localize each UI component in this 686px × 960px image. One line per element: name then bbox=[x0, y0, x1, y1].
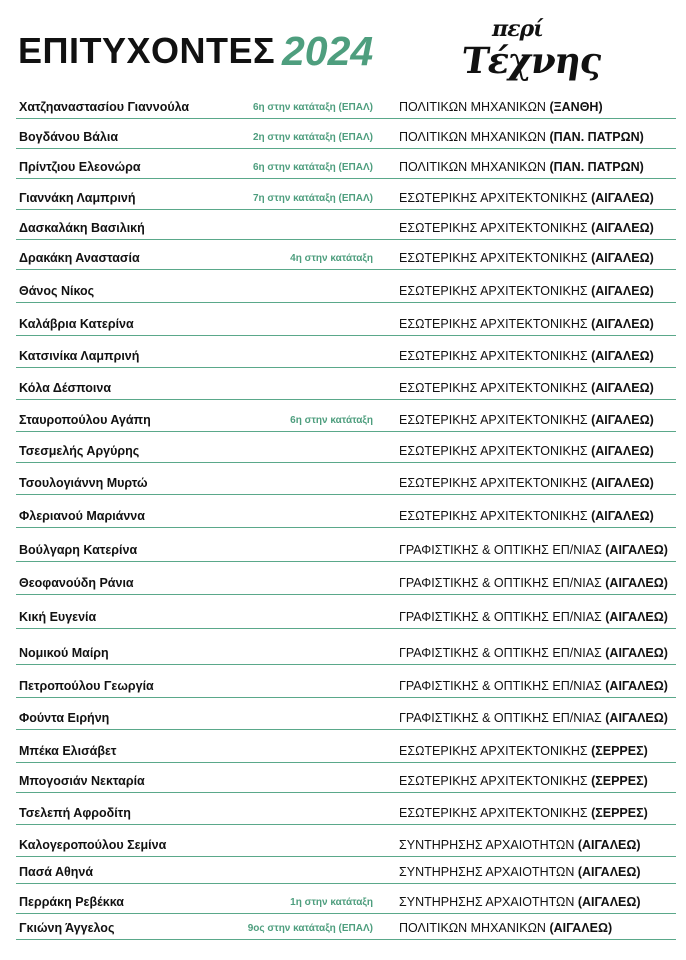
department-city: (ΑΙΓΑΛΕΩ) bbox=[591, 221, 654, 235]
ranking-note: 9ος στην κατάταξη (ΕΠΑΛ) bbox=[247, 923, 373, 934]
row-divider bbox=[16, 913, 676, 914]
row-divider bbox=[16, 335, 676, 336]
department-name: ΓΡΑΦΙΣΤΙΚΗΣ & ΟΠΤΙΚΗΣ ΕΠ/ΝΙΑΣ bbox=[399, 646, 602, 660]
student-name: Καλάβρια Κατερίνα bbox=[19, 317, 134, 331]
student-name: Νομικού Μαίρη bbox=[19, 646, 109, 660]
department bbox=[399, 543, 668, 557]
ranking-note: 6η στην κατάταξη bbox=[290, 415, 373, 426]
student-name: Πρίντζιου Ελεονώρα bbox=[19, 160, 141, 174]
department bbox=[399, 160, 644, 174]
list-item bbox=[0, 608, 686, 628]
student-name: Τσεσμελής Αργύρης bbox=[19, 444, 140, 458]
row-divider bbox=[16, 148, 676, 149]
department bbox=[399, 509, 654, 523]
department-city: (ΑΙΓΑΛΕΩ) bbox=[605, 646, 668, 660]
list-item bbox=[0, 507, 686, 527]
page-year: 2024 bbox=[282, 28, 374, 74]
logo-text-top: περί bbox=[492, 16, 543, 42]
row-divider bbox=[16, 462, 676, 463]
department bbox=[399, 251, 654, 265]
department-city: (ΑΙΓΑΛΕΩ) bbox=[591, 251, 654, 265]
list-item bbox=[0, 219, 686, 239]
student-name: Φούντα Ειρήνη bbox=[19, 711, 110, 725]
student-name: Τσελεπή Αφροδίτη bbox=[19, 806, 131, 820]
student-name: Μπογοσιάν Νεκταρία bbox=[19, 774, 145, 788]
list-item bbox=[0, 128, 686, 148]
row-divider bbox=[16, 792, 676, 793]
department-city: (ΑΙΓΑΛΕΩ) bbox=[577, 895, 641, 909]
student-name: Γκιώνη Άγγελος bbox=[19, 921, 115, 935]
row-divider bbox=[16, 239, 676, 240]
department-city: (ΑΙΓΑΛΕΩ) bbox=[549, 921, 613, 935]
row-divider bbox=[16, 856, 676, 857]
list-item bbox=[0, 98, 686, 118]
ranking-note: 4η στην κατάταξη bbox=[290, 253, 373, 264]
student-name: Δασκαλάκη Βασιλική bbox=[19, 221, 145, 235]
department-city: (ΑΙΓΑΛΕΩ) bbox=[591, 444, 654, 458]
department-name: ΕΣΩΤΕΡΙΚΗΣ ΑΡΧΙΤΕΚΤΟΝΙΚΗΣ bbox=[399, 509, 588, 523]
student-name: Κόλα Δέσποινα bbox=[19, 381, 112, 395]
list-item bbox=[0, 893, 686, 913]
ranking-note: 7η στην κατάταξη (ΕΠΑΛ) bbox=[252, 193, 373, 204]
department-city: (ΑΙΓΑΛΕΩ) bbox=[591, 317, 654, 331]
student-name: Θάνος Νίκος bbox=[19, 284, 95, 298]
department-city: (ΑΙΓΑΛΕΩ) bbox=[605, 679, 668, 693]
list-item bbox=[0, 411, 686, 431]
department-name: ΕΣΩΤΕΡΙΚΗΣ ΑΡΧΙΤΕΚΤΟΝΙΚΗΣ bbox=[399, 349, 588, 363]
department bbox=[399, 646, 668, 660]
department-name: ΣΥΝΤΗΡΗΣΗΣ ΑΡΧΑΙΟΤΗΤΩΝ bbox=[399, 838, 575, 852]
list-item bbox=[0, 772, 686, 792]
department bbox=[399, 349, 654, 363]
student-name: Τσουλογιάννη Μυρτώ bbox=[19, 476, 148, 490]
list-item bbox=[0, 158, 686, 178]
row-divider bbox=[16, 883, 676, 884]
row-divider bbox=[16, 628, 676, 629]
list-item bbox=[0, 677, 686, 697]
department-city: (ΞΑΝΘΗ) bbox=[549, 100, 603, 114]
row-divider bbox=[16, 594, 676, 595]
department-city: (ΑΙΓΑΛΕΩ) bbox=[591, 413, 654, 427]
department-name: ΕΣΩΤΕΡΙΚΗΣ ΑΡΧΙΤΕΚΤΟΝΙΚΗΣ bbox=[399, 744, 588, 758]
department-city: (ΠΑΝ. ΠΑΤΡΩΝ) bbox=[549, 130, 644, 144]
department bbox=[399, 806, 648, 820]
list-item bbox=[0, 836, 686, 856]
list-item bbox=[0, 189, 686, 209]
row-divider bbox=[16, 729, 676, 730]
department bbox=[399, 774, 648, 788]
department bbox=[399, 679, 668, 693]
department bbox=[399, 381, 654, 395]
student-name: Γιαννάκη Λαμπρινή bbox=[19, 191, 136, 205]
department bbox=[399, 130, 644, 144]
department-name: ΠΟΛΙΤΙΚΩΝ ΜΗΧΑΝΙΚΩΝ bbox=[399, 160, 546, 174]
list-item bbox=[0, 249, 686, 269]
department-city: (ΣΕΡΡΕΣ) bbox=[591, 806, 648, 820]
list-item bbox=[0, 442, 686, 462]
department-city: (ΑΙΓΑΛΕΩ) bbox=[577, 838, 641, 852]
ranking-note: 1η στην κατάταξη bbox=[290, 897, 373, 908]
department bbox=[399, 921, 612, 935]
department-city: (ΑΙΓΑΛΕΩ) bbox=[605, 711, 668, 725]
row-divider bbox=[16, 209, 676, 210]
department-name: ΕΣΩΤΕΡΙΚΗΣ ΑΡΧΙΤΕΚΤΟΝΙΚΗΣ bbox=[399, 251, 588, 265]
department bbox=[399, 100, 603, 114]
department-city: (ΣΕΡΡΕΣ) bbox=[591, 744, 648, 758]
student-name: Βούλγαρη Κατερίνα bbox=[19, 543, 138, 557]
list-item bbox=[0, 282, 686, 302]
department-name: ΕΣΩΤΕΡΙΚΗΣ ΑΡΧΙΤΕΚΤΟΝΙΚΗΣ bbox=[399, 317, 588, 331]
row-divider bbox=[16, 302, 676, 303]
logo-text-bottom: Τέχνης bbox=[459, 40, 605, 82]
department-name: ΕΣΩΤΕΡΙΚΗΣ ΑΡΧΙΤΕΚΤΟΝΙΚΗΣ bbox=[399, 476, 588, 490]
list-item bbox=[0, 919, 686, 939]
student-name: Μπέκα Ελισάβετ bbox=[19, 744, 117, 758]
department-name: ΕΣΩΤΕΡΙΚΗΣ ΑΡΧΙΤΕΚΤΟΝΙΚΗΣ bbox=[399, 413, 588, 427]
list-item bbox=[0, 863, 686, 883]
page-title: ΕΠΙΤΥΧΟΝΤΕΣ bbox=[18, 30, 276, 71]
row-divider bbox=[16, 399, 676, 400]
department-name: ΓΡΑΦΙΣΤΙΚΗΣ & ΟΠΤΙΚΗΣ ΕΠ/ΝΙΑΣ bbox=[399, 576, 602, 590]
department-name: ΓΡΑΦΙΣΤΙΚΗΣ & ΟΠΤΙΚΗΣ ΕΠ/ΝΙΑΣ bbox=[399, 679, 602, 693]
department-city: (ΑΙΓΑΛΕΩ) bbox=[605, 543, 668, 557]
department-name: ΕΣΩΤΕΡΙΚΗΣ ΑΡΧΙΤΕΚΤΟΝΙΚΗΣ bbox=[399, 284, 588, 298]
list-item bbox=[0, 742, 686, 762]
department-city: (ΑΙΓΑΛΕΩ) bbox=[591, 509, 654, 523]
student-name: Περράκη Ρεβέκκα bbox=[19, 895, 124, 909]
department-name: ΕΣΩΤΕΡΙΚΗΣ ΑΡΧΙΤΕΚΤΟΝΙΚΗΣ bbox=[399, 221, 588, 235]
student-name: Κική Ευγενία bbox=[19, 610, 97, 624]
department-name: ΕΣΩΤΕΡΙΚΗΣ ΑΡΧΙΤΕΚΤΟΝΙΚΗΣ bbox=[399, 191, 588, 205]
department-name: ΓΡΑΦΙΣΤΙΚΗΣ & ΟΠΤΙΚΗΣ ΕΠ/ΝΙΑΣ bbox=[399, 610, 602, 624]
department-name: ΕΣΩΤΕΡΙΚΗΣ ΑΡΧΙΤΕΚΤΟΝΙΚΗΣ bbox=[399, 444, 588, 458]
department-name: ΣΥΝΤΗΡΗΣΗΣ ΑΡΧΑΙΟΤΗΤΩΝ bbox=[399, 865, 575, 879]
department bbox=[399, 476, 654, 490]
student-name: Δρακάκη Αναστασία bbox=[19, 251, 140, 265]
row-divider bbox=[16, 561, 676, 562]
student-name: Θεοφανούδη Ράνια bbox=[19, 576, 134, 590]
department bbox=[399, 444, 654, 458]
row-divider bbox=[16, 824, 676, 825]
department-name: ΠΟΛΙΤΙΚΩΝ ΜΗΧΑΝΙΚΩΝ bbox=[399, 130, 546, 144]
department-city: (ΑΙΓΑΛΕΩ) bbox=[591, 476, 654, 490]
department-city: (ΣΕΡΡΕΣ) bbox=[591, 774, 648, 788]
student-name: Φλεριανού Μαριάννα bbox=[19, 509, 145, 523]
ranking-note: 2η στην κατάταξη (ΕΠΑΛ) bbox=[252, 132, 373, 143]
department-city: (ΑΙΓΑΛΕΩ) bbox=[591, 381, 654, 395]
department bbox=[399, 576, 668, 590]
student-name: Σταυροπούλου Αγάπη bbox=[19, 413, 151, 427]
student-name: Καλογεροπούλου Σεμίνα bbox=[19, 838, 167, 852]
row-divider bbox=[16, 762, 676, 763]
department bbox=[399, 413, 654, 427]
list-item bbox=[0, 804, 686, 824]
department-name: ΓΡΑΦΙΣΤΙΚΗΣ & ΟΠΤΙΚΗΣ ΕΠ/ΝΙΑΣ bbox=[399, 711, 602, 725]
list-item bbox=[0, 315, 686, 335]
student-name: Πασά Αθηνά bbox=[19, 865, 94, 879]
department bbox=[399, 865, 641, 879]
row-divider bbox=[16, 494, 676, 495]
department bbox=[399, 317, 654, 331]
row-divider bbox=[16, 118, 676, 119]
list-item bbox=[0, 541, 686, 561]
row-divider bbox=[16, 527, 676, 528]
student-name: Πετροπούλου Γεωργία bbox=[19, 679, 154, 693]
department bbox=[399, 744, 648, 758]
department-city: (ΑΙΓΑΛΕΩ) bbox=[591, 191, 654, 205]
student-name: Χατζηαναστασίου Γιαννούλα bbox=[19, 100, 190, 114]
department-name: ΕΣΩΤΕΡΙΚΗΣ ΑΡΧΙΤΕΚΤΟΝΙΚΗΣ bbox=[399, 774, 588, 788]
department-city: (ΑΙΓΑΛΕΩ) bbox=[605, 610, 668, 624]
list-item bbox=[0, 474, 686, 494]
row-divider bbox=[16, 431, 676, 432]
department bbox=[399, 895, 641, 909]
department bbox=[399, 191, 654, 205]
department bbox=[399, 610, 668, 624]
student-name: Βογδάνου Βάλια bbox=[19, 130, 119, 144]
department-city: (ΑΙΓΑΛΕΩ) bbox=[605, 576, 668, 590]
list-item bbox=[0, 709, 686, 729]
ranking-note: 6η στην κατάταξη (ΕΠΑΛ) bbox=[252, 162, 373, 173]
list-item bbox=[0, 379, 686, 399]
student-name: Κατσινίκα Λαμπρινή bbox=[19, 349, 140, 363]
department bbox=[399, 711, 668, 725]
ranking-note: 6η στην κατάταξη (ΕΠΑΛ) bbox=[252, 102, 373, 113]
department-name: ΣΥΝΤΗΡΗΣΗΣ ΑΡΧΑΙΟΤΗΤΩΝ bbox=[399, 895, 575, 909]
department-name: ΕΣΩΤΕΡΙΚΗΣ ΑΡΧΙΤΕΚΤΟΝΙΚΗΣ bbox=[399, 806, 588, 820]
department-name: ΓΡΑΦΙΣΤΙΚΗΣ & ΟΠΤΙΚΗΣ ΕΠ/ΝΙΑΣ bbox=[399, 543, 602, 557]
row-divider bbox=[16, 367, 676, 368]
department-city: (ΑΙΓΑΛΕΩ) bbox=[591, 284, 654, 298]
department bbox=[399, 838, 641, 852]
row-divider bbox=[16, 178, 676, 179]
department-name: ΕΣΩΤΕΡΙΚΗΣ ΑΡΧΙΤΕΚΤΟΝΙΚΗΣ bbox=[399, 381, 588, 395]
list-item bbox=[0, 574, 686, 594]
department bbox=[399, 284, 654, 298]
department-city: (ΑΙΓΑΛΕΩ) bbox=[591, 349, 654, 363]
department-city: (ΠΑΝ. ΠΑΤΡΩΝ) bbox=[549, 160, 644, 174]
row-divider bbox=[16, 269, 676, 270]
list-item bbox=[0, 644, 686, 664]
department-city: (ΑΙΓΑΛΕΩ) bbox=[577, 865, 641, 879]
row-divider bbox=[16, 664, 676, 665]
list-item bbox=[0, 347, 686, 367]
row-divider bbox=[16, 939, 676, 940]
department bbox=[399, 221, 654, 235]
department-name: ΠΟΛΙΤΙΚΩΝ ΜΗΧΑΝΙΚΩΝ bbox=[399, 100, 546, 114]
row-divider bbox=[16, 697, 676, 698]
department-name: ΠΟΛΙΤΙΚΩΝ ΜΗΧΑΝΙΚΩΝ bbox=[399, 921, 546, 935]
